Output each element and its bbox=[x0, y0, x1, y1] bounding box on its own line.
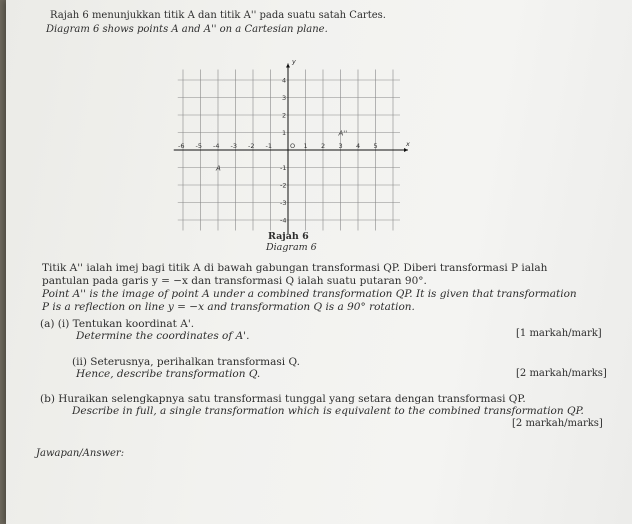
cartesian-plane-svg bbox=[178, 57, 414, 228]
x-tick-label: -1 bbox=[265, 142, 272, 150]
question-a-ii-marks: [2 markah/marks] bbox=[516, 368, 607, 379]
question-b-marks: [2 markah/marks] bbox=[512, 418, 603, 429]
question-a-i-english: Determine the coordinates of A'. bbox=[76, 330, 250, 342]
question-a-i-malay: (a) (i) Tentukan koordinat A'. bbox=[40, 318, 195, 330]
answer-label: Jawapan/Answer: bbox=[36, 448, 125, 459]
x-tick-label: -3 bbox=[230, 142, 237, 150]
para-malay-line1: Titik A'' ialah imej bagi titik A di bawah gabungan transformasi QP. Diberi transformasi P ialah bbox=[42, 262, 548, 274]
point-a-label: A bbox=[216, 164, 221, 173]
x-tick-label: 4 bbox=[356, 142, 361, 150]
y-tick-label: -1 bbox=[280, 164, 287, 172]
x-axis-label: x bbox=[406, 140, 410, 148]
x-tick-label: 1 bbox=[303, 142, 308, 150]
para-malay-line2: pantulan pada garis y = −x dan transformasi Q ialah suatu putaran 90°. bbox=[42, 275, 427, 287]
y-tick-label: 1 bbox=[282, 129, 287, 137]
y-tick-label: 4 bbox=[282, 76, 287, 85]
y-tick-label: -3 bbox=[280, 199, 287, 207]
x-tick-label: 3 bbox=[338, 142, 343, 150]
question-a-i-marks: [1 markah/mark] bbox=[516, 328, 602, 339]
y-axis-arrow bbox=[286, 64, 290, 68]
caption-english: Diagram 6 bbox=[266, 242, 317, 253]
y-tick-label: 2 bbox=[282, 111, 287, 120]
caption-malay: Rajah 6 bbox=[268, 231, 309, 242]
x-tick-label: -6 bbox=[178, 142, 185, 150]
point-a-double-prime-label: A'' bbox=[338, 129, 348, 138]
exam-paper bbox=[6, 0, 632, 524]
x-tick-label: -5 bbox=[195, 142, 202, 150]
x-axis-arrow bbox=[404, 148, 408, 152]
intro-english: Diagram 6 shows points A and A'' on a Cartesian plane. bbox=[46, 24, 328, 35]
question-b-english: Describe in full, a single transformation which is equivalent to the combined transformation QP. bbox=[72, 405, 584, 417]
intro-malay: Rajah 6 menunjukkan titik A dan titik A'' pada suatu satah Cartes. bbox=[50, 10, 386, 21]
x-tick-label: 5 bbox=[373, 142, 378, 150]
y-axis-label: y bbox=[292, 57, 296, 66]
y-tick-label: 3 bbox=[282, 94, 287, 102]
x-tick-label: -2 bbox=[248, 142, 255, 150]
x-tick-label: -4 bbox=[213, 142, 220, 150]
x-tick-label: 2 bbox=[321, 142, 326, 150]
para-english-line1: Point A'' is the image of point A under a combined transformation QP. It is given that transformation bbox=[42, 288, 577, 300]
cartesian-plane bbox=[178, 57, 414, 228]
para-english-line2: P is a reflection on line y = −x and transformation Q is a 90° rotation. bbox=[42, 301, 415, 313]
y-tick-label: -2 bbox=[280, 181, 287, 190]
question-a-ii-malay: (ii) Seterusnya, perihalkan transformasi Q. bbox=[72, 356, 300, 368]
origin-label: O bbox=[290, 142, 296, 150]
question-b-malay: (b) Huraikan selengkapnya satu transformasi tunggal yang setara dengan transformasi QP. bbox=[40, 393, 526, 405]
y-tick-label: -4 bbox=[280, 216, 287, 225]
question-a-ii-english: Hence, describe transformation Q. bbox=[76, 368, 261, 380]
